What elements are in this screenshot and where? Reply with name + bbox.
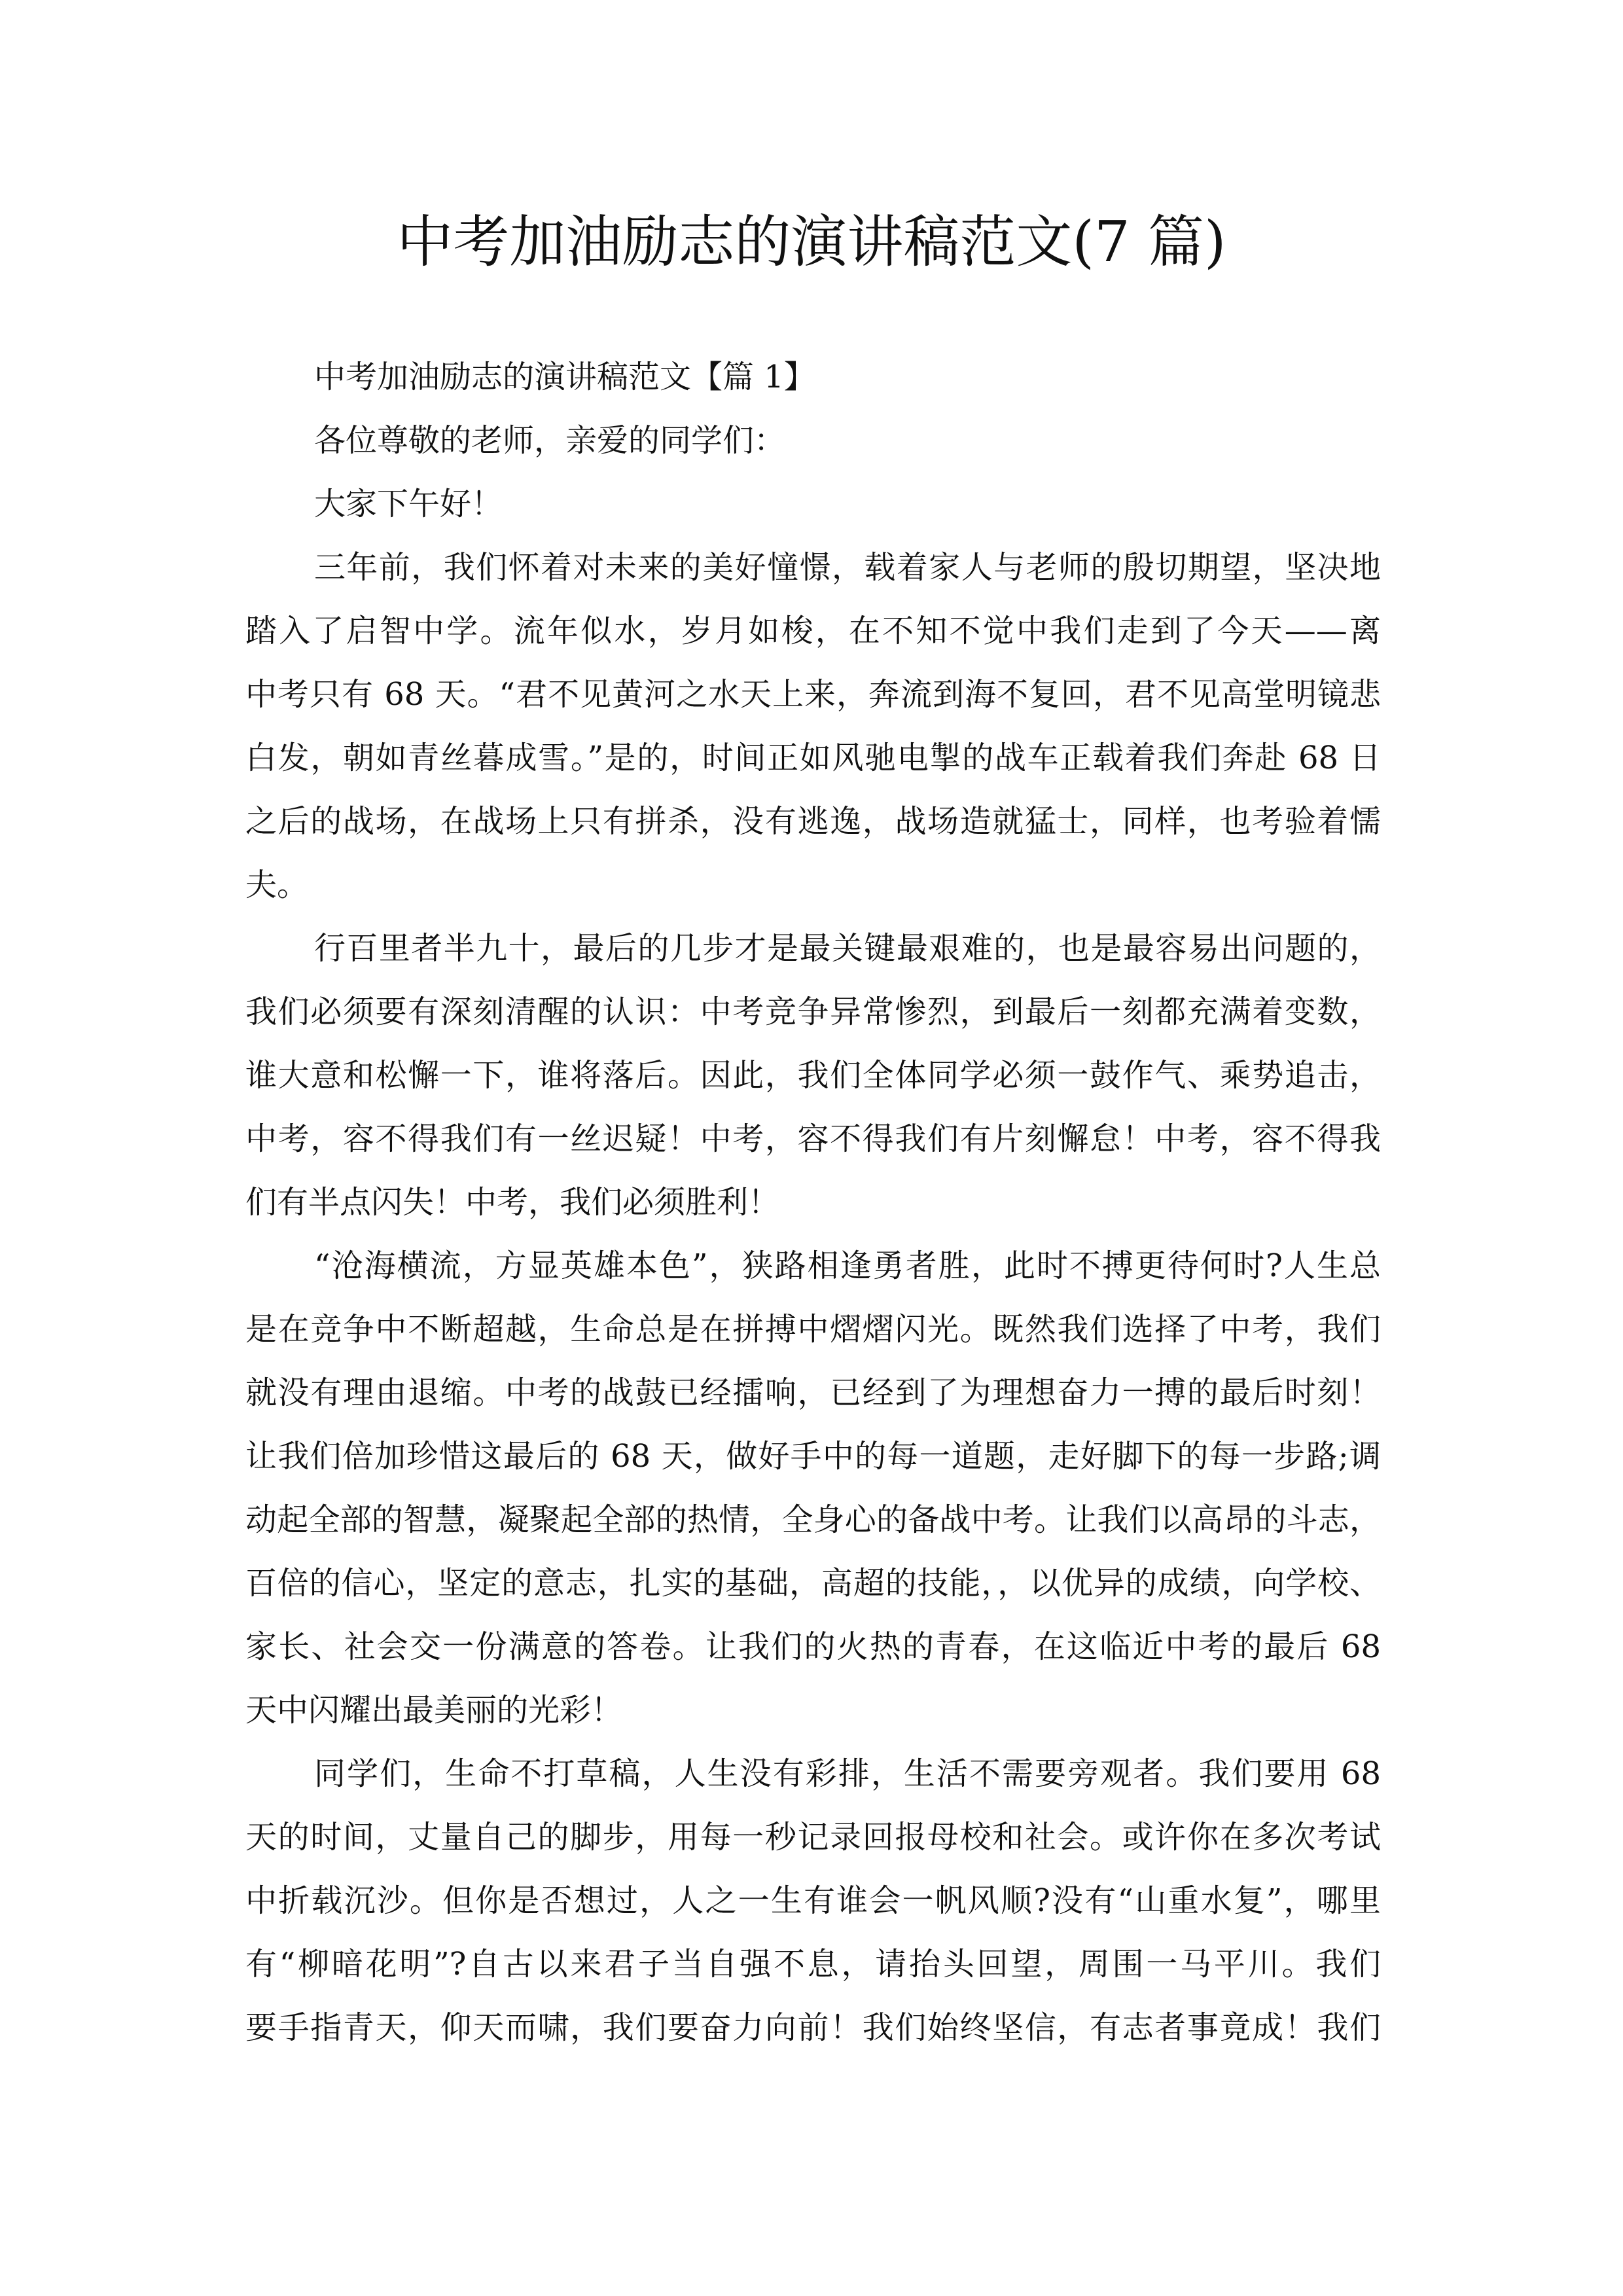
text-line: 百倍的信心，坚定的意志，扎实的基础，高超的技能，，以优异的成绩，向学校、 [245,1565,1381,1602]
text-line: 让我们倍加珍惜这最后的 68 天，做好手中的每一道题，走好脚下的每一步路;调 [245,1438,1381,1475]
paragraph [245,409,1381,473]
text-line: 是在竞争中不断超越，生命总是在拼搏中熠熠闪光。既然我们选择了中考，我们 [245,1311,1381,1348]
text-line: 中考，容不得我们有一丝迟疑！中考，容不得我们有片刻懈怠！中考，容不得我 [245,1121,1381,1157]
text-line: 有“柳暗花明”?自古以来君子当自强不息，请抬头回望，周围一马平川。我们 [245,1946,1381,1982]
paragraph [245,1742,1381,2060]
text-line: 要手指青天，仰天而啸，我们要奋力向前！我们始终坚信，有志者事竟成！我们 [245,2009,1381,2046]
paragraph [245,346,1381,409]
text-line: 同学们，生命不打草稿，人生没有彩排，生活不需要旁观者。我们要用 68 [314,1755,1381,1792]
paragraph [245,917,1381,1234]
text-line: 大家下午好！ [314,486,503,522]
text-line: 之后的战场，在战场上只有拼杀，没有逃逸，战场造就猛士，同样，也考验着懦 [245,803,1381,840]
text-line: 动起全部的智慧，凝聚起全部的热情，全身心的备战中考。让我们以高昂的斗志， [245,1501,1381,1538]
text-line: 天中闪耀出最美丽的光彩！ [245,1692,623,1729]
text-line: 白发，朝如青丝暮成雪。”是的，时间正如风驰电掣的战车正载着我们奔赴 68 日 [245,740,1381,776]
paragraph [245,473,1381,536]
paragraph [245,1234,1381,1742]
paragraph [245,536,1381,917]
text-line: 各位尊敬的老师，亲爱的同学们： [314,422,786,459]
text-line: “沧海横流，方显英雄本色”，狭路相逢勇者胜，此时不搏更待何时?人生总 [314,1247,1381,1284]
document-body [245,346,1381,2060]
text-line: 们有半点闪失！中考，我们必须胜利！ [245,1184,780,1221]
text-line: 中考只有 68 天。“君不见黄河之水天上来，奔流到海不复回，君不见高堂明镜悲 [245,676,1381,713]
document-title: 中考加油励志的演讲稿范文(7 篇) [397,209,1226,275]
text-line: 就没有理由退缩。中考的战鼓已经擂响，已经到了为理想奋力一搏的最后时刻！ [245,1374,1381,1411]
text-line: 中折载沉沙。但你是否想过，人之一生有谁会一帆风顺?没有“山重水复”，哪里 [245,1882,1381,1919]
text-line: 我们必须要有深刻清醒的认识：中考竞争异常惨烈，到最后一刻都充满着变数， [245,994,1381,1030]
text-line: 三年前，我们怀着对未来的美好憧憬，载着家人与老师的殷切期望，坚决地 [314,549,1381,586]
text-line: 行百里者半九十，最后的几步才是最关键最艰难的，也是最容易出问题的， [314,930,1381,967]
text-line: 夫。 [245,867,309,903]
text-line: 踏入了启智中学。流年似水，岁月如梭，在不知不觉中我们走到了今天——离 [245,613,1381,649]
text-line: 谁大意和松懈一下，谁将落后。因此，我们全体同学必须一鼓作气、乘势追击， [245,1057,1381,1094]
text-line: 家长、社会交一份满意的答卷。让我们的火热的青春，在这临近中考的最后 68 [245,1628,1381,1665]
text-line: 中考加油励志的演讲稿范文【篇 1】 [314,359,815,395]
text-line: 天的时间，丈量自己的脚步，用每一秒记录回报母校和社会。或许你在多次考试 [245,1819,1381,1856]
